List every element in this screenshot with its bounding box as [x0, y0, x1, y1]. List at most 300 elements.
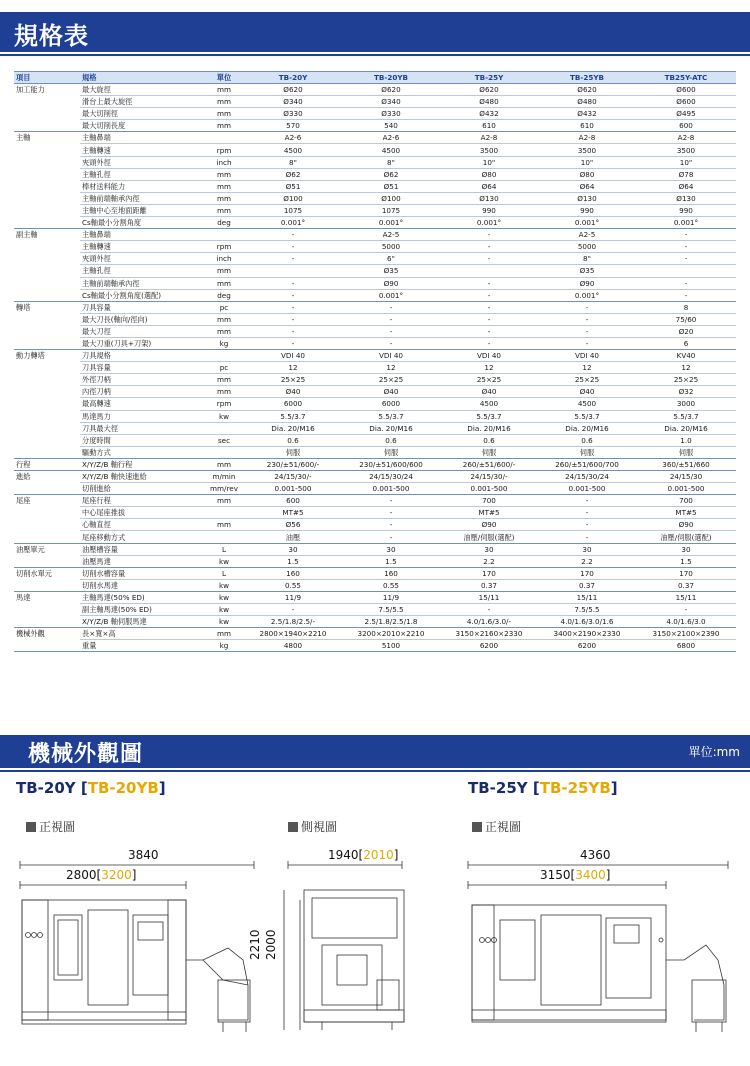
value-cell: Ø480 — [538, 96, 636, 108]
value-cell: - — [244, 241, 342, 253]
value-cell: 260/±51/600/700 — [538, 458, 636, 470]
category-cell: 主軸 — [14, 132, 80, 229]
unit-cell: L — [204, 543, 244, 555]
value-cell: 0.001° — [244, 217, 342, 229]
value-cell: VDI 40 — [440, 350, 538, 362]
value-cell: 24/15/30/- — [440, 471, 538, 483]
value-cell: 0.6 — [538, 434, 636, 446]
dim-value: 2210 — [248, 929, 262, 960]
value-cell: 24/15/30/24 — [538, 471, 636, 483]
value-cell: Ø78 — [636, 168, 736, 180]
value-cell: 990 — [440, 204, 538, 216]
value-cell: - — [342, 313, 440, 325]
value-cell: 0.001° — [342, 217, 440, 229]
value-cell: 0.001-500 — [244, 483, 342, 495]
table-row — [14, 604, 736, 616]
value-cell: Ø620 — [342, 84, 440, 96]
value-cell: 30 — [440, 543, 538, 555]
tb25-title: TB-25Y — [468, 779, 528, 797]
table-row — [14, 84, 736, 96]
value-cell: 3500 — [636, 144, 736, 156]
value-cell: 230/±51/600/- — [244, 458, 342, 470]
value-cell: 30 — [244, 543, 342, 555]
value-cell: 990 — [636, 204, 736, 216]
table-row — [14, 628, 736, 640]
table-row — [14, 567, 736, 579]
value-cell: 610 — [440, 120, 538, 132]
value-cell: 0.001° — [636, 217, 736, 229]
header-model: TB-20Y — [244, 72, 342, 84]
value-cell: 24/15/30/- — [244, 471, 342, 483]
value-cell: 油壓/伺服(選配) — [636, 531, 736, 543]
value-cell: 570 — [244, 120, 342, 132]
value-cell: Ø62 — [342, 168, 440, 180]
header-item: 項目 — [14, 72, 80, 84]
unit-cell — [204, 229, 244, 241]
value-cell: 5.5/3.7 — [342, 410, 440, 422]
value-cell: 4500 — [342, 144, 440, 156]
value-cell: - — [244, 325, 342, 337]
bracket: ] — [393, 848, 399, 862]
spec-name-cell: 尾座行程 — [80, 495, 204, 507]
value-cell: 10" — [440, 156, 538, 168]
unit-cell — [204, 350, 244, 362]
table-row — [14, 325, 736, 337]
value-cell: MT#5 — [244, 507, 342, 519]
value-cell: Ø600 — [636, 96, 736, 108]
value-cell: 25×25 — [244, 374, 342, 386]
unit-cell: mm — [204, 325, 244, 337]
value-cell: MT#5 — [440, 507, 538, 519]
spec-title: 規格表 — [14, 22, 89, 50]
value-cell: Ø64 — [636, 180, 736, 192]
value-cell: 8" — [342, 156, 440, 168]
value-cell: Ø40 — [342, 386, 440, 398]
category-cell: 馬達 — [14, 591, 80, 627]
spec-name-cell: 刀具規格 — [80, 350, 204, 362]
value-cell: - — [342, 325, 440, 337]
value-cell: 3150×2100×2390 — [636, 628, 736, 640]
value-cell: 8" — [244, 156, 342, 168]
spec-name-cell: 最大刀長(軸向/徑向) — [80, 313, 204, 325]
unit-note: 單位:mm — [688, 745, 740, 759]
value-cell: 24/15/30/24 — [342, 471, 440, 483]
value-cell: - — [636, 289, 736, 301]
value-cell: 5.5/3.7 — [244, 410, 342, 422]
value-cell: - — [342, 495, 440, 507]
unit-cell: mm — [204, 120, 244, 132]
unit-cell — [204, 507, 244, 519]
spec-name-cell: 切削進給 — [80, 483, 204, 495]
table-row — [14, 374, 736, 386]
value-cell: Dia. 20/M16 — [440, 422, 538, 434]
table-row — [14, 483, 736, 495]
value-cell: 1.5 — [244, 555, 342, 567]
value-cell: 伺服 — [342, 446, 440, 458]
value-cell: 4.0/1.6/3.0 — [636, 616, 736, 628]
spec-name-cell: 主軸中心至地面距離 — [80, 204, 204, 216]
value-cell: - — [538, 337, 636, 349]
dim-alt-value: 3200 — [101, 868, 132, 882]
value-cell: 1075 — [244, 204, 342, 216]
unit-cell: mm/rev — [204, 483, 244, 495]
table-row — [14, 555, 736, 567]
value-cell: - — [636, 241, 736, 253]
header-model: TB-20YB — [342, 72, 440, 84]
value-cell: - — [342, 531, 440, 543]
value-cell: 25×25 — [440, 374, 538, 386]
value-cell: A2-5 — [538, 229, 636, 241]
value-cell: Ø80 — [538, 168, 636, 180]
value-cell: Ø90 — [342, 277, 440, 289]
dim-alt-value: 2010 — [363, 848, 394, 862]
spec-name-cell: 棒材送料能力 — [80, 180, 204, 192]
value-cell: - — [244, 289, 342, 301]
unit-cell: mm — [204, 519, 244, 531]
value-cell: 0.001-500 — [342, 483, 440, 495]
dim-value: 3150 — [540, 868, 571, 882]
unit-cell: L — [204, 567, 244, 579]
unit-cell: kw — [204, 555, 244, 567]
value-cell: 170 — [440, 567, 538, 579]
table-row — [14, 144, 736, 156]
unit-cell: mm — [204, 495, 244, 507]
value-cell: Ø90 — [636, 519, 736, 531]
value-cell: Ø51 — [342, 180, 440, 192]
value-cell: A2-8 — [440, 132, 538, 144]
table-row — [14, 301, 736, 313]
value-cell: Ø480 — [440, 96, 538, 108]
value-cell: Ø35 — [538, 265, 636, 277]
table-row — [14, 640, 736, 652]
tb20-front-view-drawing — [18, 860, 268, 1040]
value-cell: - — [244, 253, 342, 265]
unit-cell — [204, 446, 244, 458]
value-cell: 230/±51/600/600 — [342, 458, 440, 470]
table-row — [14, 507, 736, 519]
value-cell: 170 — [538, 567, 636, 579]
category-cell: 機械外觀 — [14, 628, 80, 652]
unit-cell: kw — [204, 604, 244, 616]
category-cell: 進給 — [14, 471, 80, 495]
value-cell: Ø100 — [244, 192, 342, 204]
table-row — [14, 132, 736, 144]
value-cell: 0.001-500 — [538, 483, 636, 495]
table-row — [14, 616, 736, 628]
spec-name-cell: 驅動方式 — [80, 446, 204, 458]
tb25-model-title — [468, 779, 618, 797]
spec-name-cell: 重量 — [80, 640, 204, 652]
unit-cell: mm — [204, 168, 244, 180]
value-cell: Ø600 — [636, 84, 736, 96]
value-cell: 6" — [342, 253, 440, 265]
value-cell: 4.0/1.6/3.0/- — [440, 616, 538, 628]
table-row — [14, 277, 736, 289]
tb20-model-title — [16, 779, 166, 797]
value-cell: Dia. 20/M16 — [244, 422, 342, 434]
value-cell: - — [244, 277, 342, 289]
spec-name-cell: X/Y/Z/B 軸行程 — [80, 458, 204, 470]
value-cell: 700 — [636, 495, 736, 507]
value-cell: Ø35 — [342, 265, 440, 277]
value-cell: Ø620 — [244, 84, 342, 96]
spec-name-cell: 最大切削長度 — [80, 120, 204, 132]
unit-cell: rpm — [204, 398, 244, 410]
bracket: [ — [96, 868, 102, 882]
value-cell: 5.5/3.7 — [538, 410, 636, 422]
square-bullet-icon — [472, 822, 482, 832]
value-cell: - — [440, 289, 538, 301]
value-cell: 0.6 — [244, 434, 342, 446]
value-cell: Ø432 — [538, 108, 636, 120]
unit-cell: mm — [204, 204, 244, 216]
category-cell: 油壓單元 — [14, 543, 80, 567]
unit-cell: mm — [204, 313, 244, 325]
tb20-overall-dim: 3840 — [128, 848, 159, 862]
bracket: ] — [158, 779, 166, 797]
value-cell: 5100 — [342, 640, 440, 652]
value-cell: 600 — [636, 120, 736, 132]
value-cell: Dia. 20/M16 — [538, 422, 636, 434]
spec-table-body — [14, 84, 736, 652]
table-row — [14, 180, 736, 192]
unit-cell: m/min — [204, 471, 244, 483]
spec-name-cell: 油壓馬達 — [80, 555, 204, 567]
value-cell: - — [440, 253, 538, 265]
tb20-side-view-label — [288, 818, 337, 835]
value-cell: 160 — [342, 567, 440, 579]
spec-name-cell: 內徑刀柄 — [80, 386, 204, 398]
category-cell: 加工能力 — [14, 84, 80, 132]
bracket: [ — [570, 868, 576, 882]
table-row — [14, 350, 736, 362]
square-bullet-icon — [288, 822, 298, 832]
value-cell: 12 — [244, 362, 342, 374]
value-cell: 25×25 — [538, 374, 636, 386]
value-cell: 10" — [538, 156, 636, 168]
value-cell: 5.5/3.7 — [440, 410, 538, 422]
unit-cell: mm — [204, 180, 244, 192]
value-cell: 0.37 — [636, 579, 736, 591]
spec-name-cell: Cs軸最小分割角度(選配) — [80, 289, 204, 301]
value-cell: 0.001° — [342, 289, 440, 301]
value-cell: 伺服 — [538, 446, 636, 458]
category-cell: 尾座 — [14, 495, 80, 543]
spec-banner — [0, 12, 750, 52]
bracket: [ — [527, 779, 540, 797]
table-row — [14, 591, 736, 603]
value-cell: 2800×1940×2210 — [244, 628, 342, 640]
spec-name-cell: 夾頭外徑 — [80, 253, 204, 265]
value-cell: A2-6 — [342, 132, 440, 144]
value-cell: - — [636, 277, 736, 289]
value-cell: Ø340 — [342, 96, 440, 108]
spec-name-cell: X/Y/Z/B 軸伺服馬達 — [80, 616, 204, 628]
spec-name-cell: 切削水馬達 — [80, 579, 204, 591]
spec-name-cell: 尾座移動方式 — [80, 531, 204, 543]
value-cell: Ø40 — [244, 386, 342, 398]
value-cell: - — [538, 325, 636, 337]
table-row — [14, 168, 736, 180]
unit-cell: mm — [204, 192, 244, 204]
value-cell: Ø130 — [538, 192, 636, 204]
value-cell: 8 — [636, 301, 736, 313]
value-cell: 3200×2010×2210 — [342, 628, 440, 640]
value-cell: - — [538, 507, 636, 519]
category-cell: 切削水單元 — [14, 567, 80, 591]
value-cell: 7.5/5.5 — [342, 604, 440, 616]
unit-cell: mm — [204, 84, 244, 96]
value-cell: - — [440, 313, 538, 325]
value-cell: - — [440, 229, 538, 241]
table-row — [14, 495, 736, 507]
table-row — [14, 108, 736, 120]
spec-name-cell: 主軸鼻端 — [80, 132, 204, 144]
spec-name-cell: 外徑刀柄 — [80, 374, 204, 386]
header-model: TB-25YB — [538, 72, 636, 84]
unit-cell: pc — [204, 301, 244, 313]
spec-name-cell: X/Y/Z/B 軸快速進給 — [80, 471, 204, 483]
value-cell: 1.5 — [636, 555, 736, 567]
value-cell: 25×25 — [342, 374, 440, 386]
value-cell: 12 — [342, 362, 440, 374]
value-cell: Ø80 — [440, 168, 538, 180]
value-cell: - — [538, 301, 636, 313]
unit-cell: kg — [204, 337, 244, 349]
table-row — [14, 531, 736, 543]
value-cell: 5.5/3.7 — [636, 410, 736, 422]
unit-cell: kw — [204, 579, 244, 591]
value-cell: - — [244, 301, 342, 313]
value-cell: A2-8 — [636, 132, 736, 144]
value-cell: Ø40 — [440, 386, 538, 398]
table-row — [14, 253, 736, 265]
value-cell: 6 — [636, 337, 736, 349]
unit-cell — [204, 422, 244, 434]
value-cell: Ø56 — [244, 519, 342, 531]
unit-cell: kg — [204, 640, 244, 652]
value-cell: Ø20 — [636, 325, 736, 337]
value-cell: 12 — [538, 362, 636, 374]
spec-header-row — [14, 72, 736, 84]
value-cell: 0.001° — [538, 217, 636, 229]
spec-name-cell: 副主軸馬達(50% ED) — [80, 604, 204, 616]
unit-cell: mm — [204, 374, 244, 386]
spec-name-cell: 主軸前端軸承內徑 — [80, 192, 204, 204]
unit-cell: inch — [204, 156, 244, 168]
unit-cell: sec — [204, 434, 244, 446]
value-cell: Ø40 — [538, 386, 636, 398]
value-cell: 0.55 — [342, 579, 440, 591]
spec-name-cell: 刀具容量 — [80, 301, 204, 313]
table-row — [14, 265, 736, 277]
value-cell — [244, 265, 342, 277]
square-bullet-icon — [26, 822, 36, 832]
value-cell: Ø62 — [244, 168, 342, 180]
tb25-front-view-label — [472, 818, 521, 835]
value-cell: 3500 — [538, 144, 636, 156]
value-cell: 7.5/5.5 — [538, 604, 636, 616]
value-cell: 15/11 — [636, 591, 736, 603]
spec-name-cell: 最大旋徑 — [80, 84, 204, 96]
value-cell: - — [440, 325, 538, 337]
tb20-title: TB-20Y — [16, 779, 76, 797]
table-row — [14, 120, 736, 132]
value-cell: 30 — [538, 543, 636, 555]
table-row — [14, 410, 736, 422]
bracket: ] — [605, 868, 611, 882]
value-cell: - — [440, 277, 538, 289]
spec-name-cell: 最大刀重(刀具+刀架) — [80, 337, 204, 349]
table-row — [14, 458, 736, 470]
spec-name-cell: 主軸孔徑 — [80, 168, 204, 180]
tb25-front-view-drawing — [466, 860, 736, 1040]
value-cell: 2.2 — [440, 555, 538, 567]
value-cell: Ø432 — [440, 108, 538, 120]
value-cell: 0.55 — [244, 579, 342, 591]
value-cell: - — [342, 519, 440, 531]
table-row — [14, 204, 736, 216]
value-cell: Ø64 — [440, 180, 538, 192]
value-cell: - — [244, 604, 342, 616]
spec-name-cell: 主軸前端軸承內徑 — [80, 277, 204, 289]
value-cell: - — [636, 253, 736, 265]
table-row — [14, 289, 736, 301]
spec-name-cell: 刀具最大徑 — [80, 422, 204, 434]
value-cell: - — [244, 229, 342, 241]
spec-name-cell: 主軸馬達(50% ED) — [80, 591, 204, 603]
value-cell: 1.0 — [636, 434, 736, 446]
table-row — [14, 362, 736, 374]
value-cell: 260/±51/600/- — [440, 458, 538, 470]
tb20-alt-title: TB-20YB — [87, 779, 159, 797]
spec-name-cell: 心軸直徑 — [80, 519, 204, 531]
value-cell: 600 — [244, 495, 342, 507]
value-cell: - — [538, 495, 636, 507]
spec-name-cell: 主軸轉速 — [80, 144, 204, 156]
spec-name-cell: 最大切削徑 — [80, 108, 204, 120]
value-cell: 4.0/1.6/3.0/1.6 — [538, 616, 636, 628]
unit-cell — [204, 132, 244, 144]
value-cell: Ø90 — [538, 277, 636, 289]
value-cell: 540 — [342, 120, 440, 132]
value-cell: Ø32 — [636, 386, 736, 398]
header-unit: 單位 — [204, 72, 244, 84]
value-cell: 伺服 — [440, 446, 538, 458]
tb25-overall-dim: 4360 — [580, 848, 611, 862]
value-cell: Ø495 — [636, 108, 736, 120]
value-cell: - — [342, 301, 440, 313]
value-cell: 0.37 — [440, 579, 538, 591]
value-cell: 0.001-500 — [636, 483, 736, 495]
value-cell: 6200 — [538, 640, 636, 652]
value-cell: KV40 — [636, 350, 736, 362]
value-cell: - — [538, 531, 636, 543]
value-cell: - — [636, 229, 736, 241]
value-cell: Ø64 — [538, 180, 636, 192]
table-row — [14, 337, 736, 349]
value-cell: 30 — [342, 543, 440, 555]
value-cell: MT#5 — [636, 507, 736, 519]
value-cell: - — [244, 337, 342, 349]
category-cell: 行程 — [14, 458, 80, 470]
table-row — [14, 579, 736, 591]
spec-name-cell: 滑台上最大旋徑 — [80, 96, 204, 108]
tb20-side-view-drawing — [282, 860, 432, 1040]
value-cell: Ø130 — [440, 192, 538, 204]
value-cell: - — [440, 301, 538, 313]
value-cell: 0.001° — [538, 289, 636, 301]
